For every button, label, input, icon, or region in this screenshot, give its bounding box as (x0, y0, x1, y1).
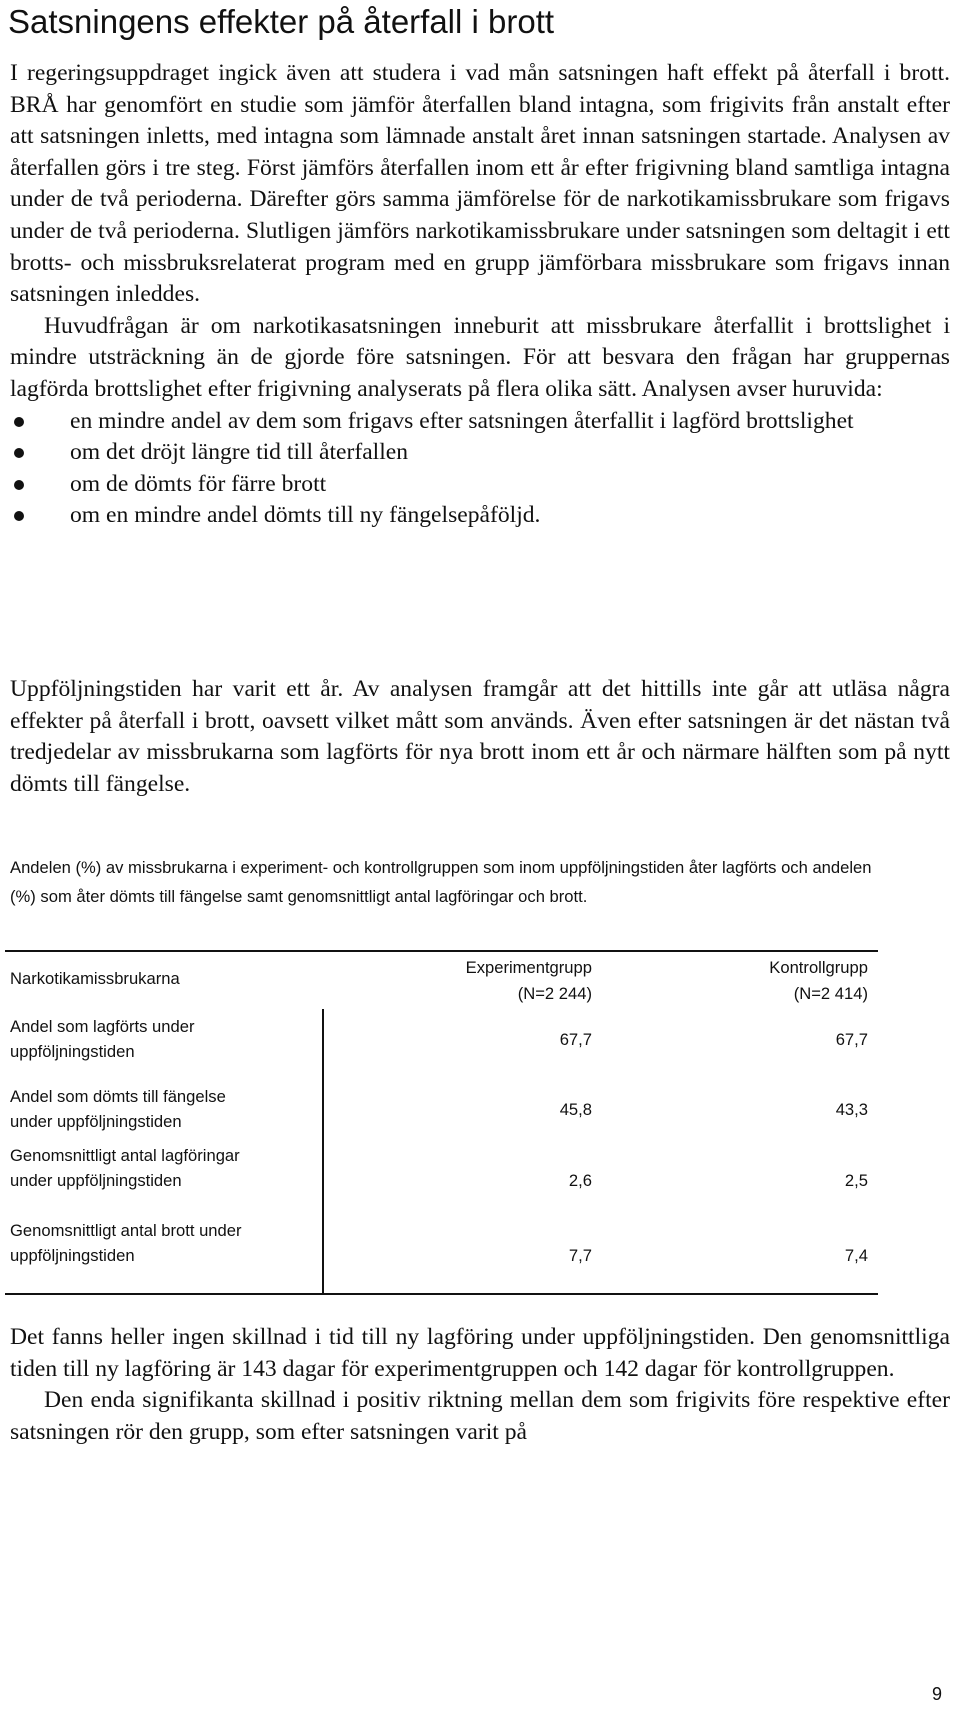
bullet-text: om det dröjt längre tid till återfallen (70, 439, 409, 466)
column-header-control (640, 955, 868, 1007)
bullet-icon (14, 448, 24, 458)
bullet-text: om de dömts för färre brott (70, 470, 327, 497)
table-cell-control: 7,4 (844, 1246, 868, 1265)
body-text-lower (10, 1322, 950, 1448)
row-label-line: Andel som lagförts under (10, 1017, 195, 1036)
table-row-label (10, 1084, 310, 1134)
table-row-label (10, 1143, 310, 1193)
bullet-icon (14, 511, 24, 521)
list-item (10, 500, 950, 532)
column-header-title: Kontrollgrupp (769, 958, 868, 977)
body-text-upper (10, 58, 950, 532)
page-number: 9 (931, 1684, 942, 1704)
table-divider (322, 1009, 324, 1295)
table-cell-control: 67,7 (835, 1030, 868, 1049)
column-header-title: Experimentgrupp (465, 958, 592, 977)
row-label-line: under uppföljningstiden (10, 1171, 182, 1190)
paragraph-main-question: Huvudfrågan är om narkotikasatsningen inneburit att missbrukare återfallit i brottslighet i mindre utsträckning än de gjorde före satsningen. För att besvara den frågan har gruppernas lagförda brottslighet efter frigivning analyserats på flera olika sätt. Analysen avser huruvida: (10, 312, 950, 402)
table-row-label (10, 1014, 310, 1064)
list-item (10, 437, 950, 469)
bullet-text: om en mindre andel dömts till ny fängelsepåföljd. (70, 502, 541, 529)
table-cell-experiment: 7,7 (568, 1246, 592, 1265)
column-header-experiment (380, 955, 592, 1007)
paragraph-intro: I regeringsuppdraget ingick även att studera i vad mån satsningen haft effekt på återfall i brott. BRÅ har genomfört en studie som jämför återfallen bland intagna, som frigivits från anstalt efter att satsningen inletts, med intagna som lämnade anstalt året innan satsningen startade. Analysen av återfallen görs i tre steg. Först jämförs återfallen inom ett år efter frigivning bland samtliga intagna under de två perioderna. Därefter görs samma jämförelse för de narkotikamissbrukare som frigavs under de två perioderna. Slutligen jämförs narkotikamissbrukare under satsningen som deltagit i ett brotts- och missbruksrelaterat program med en grupp jämförbara missbrukare som frigavs innan satsningen inleddes. (10, 60, 950, 308)
bullet-text: en mindre andel av dem som frigavs efter satsningen återfallit i lagförd brottslighet (70, 407, 854, 434)
table-header-label: Narkotikamissbrukarna (10, 969, 180, 988)
column-header-n: (N=2 414) (793, 984, 868, 1003)
row-label-line: Genomsnittligt antal lagföringar (10, 1146, 240, 1165)
paragraph-time-to-reoffense: Det fanns heller ingen skillnad i tid till ny lagföring under uppföljningstiden. Den genomsnittliga tiden till ny lagföring är 143 dagar för experimentgruppen och 142 dagar för kontrollgruppen. (10, 1324, 950, 1382)
table-cell-control: 43,3 (835, 1100, 868, 1119)
table-cell-control: 2,5 (844, 1171, 868, 1190)
table-cell-experiment: 67,7 (559, 1030, 592, 1049)
bullet-icon (14, 417, 24, 427)
list-item (10, 406, 950, 438)
row-label-line: uppföljningstiden (10, 1042, 135, 1061)
table-cell-experiment: 45,8 (559, 1100, 592, 1119)
paragraph-significant-difference: Den enda signifikanta skillnad i positiv riktning mellan dem som frigivits före respektive efter satsningen rör den grupp, som efter satsningen varit på (10, 1387, 950, 1445)
row-label-line: Genomsnittligt antal brott under (10, 1221, 242, 1240)
table-top-rule (5, 950, 878, 952)
body-text-results (10, 674, 950, 800)
table-cell-experiment: 2,6 (568, 1171, 592, 1190)
list-item (10, 469, 950, 501)
row-label-line: under uppföljningstiden (10, 1112, 182, 1131)
bullet-icon (14, 480, 24, 490)
column-header-n: (N=2 244) (517, 984, 592, 1003)
bullet-list (10, 406, 950, 532)
paragraph-results: Uppföljningstiden har varit ett år. Av analysen framgår att det hittills inte går att utläsa några effekter på återfall i brott, oavsett vilket mått som används. Även efter satsningen är det nästan två tredjedelar av missbrukarna som lagförts för nya brott inom ett år och närmare hälften som på nytt dömts till fängelse. (10, 676, 950, 797)
row-label-line: uppföljningstiden (10, 1246, 135, 1265)
table-bottom-rule (5, 1293, 878, 1295)
table-row-label (10, 1218, 310, 1268)
table-caption: Andelen (%) av missbrukarna i experiment- och kontrollgruppen som inom uppföljningstiden åter lagförts och andelen (%) som åter dömts till fängelse samt genomsnittligt antal lagföringar och brott. (10, 858, 872, 906)
row-label-line: Andel som dömts till fängelse (10, 1087, 226, 1106)
section-heading: Satsningens effekter på återfall i brott (8, 3, 555, 40)
